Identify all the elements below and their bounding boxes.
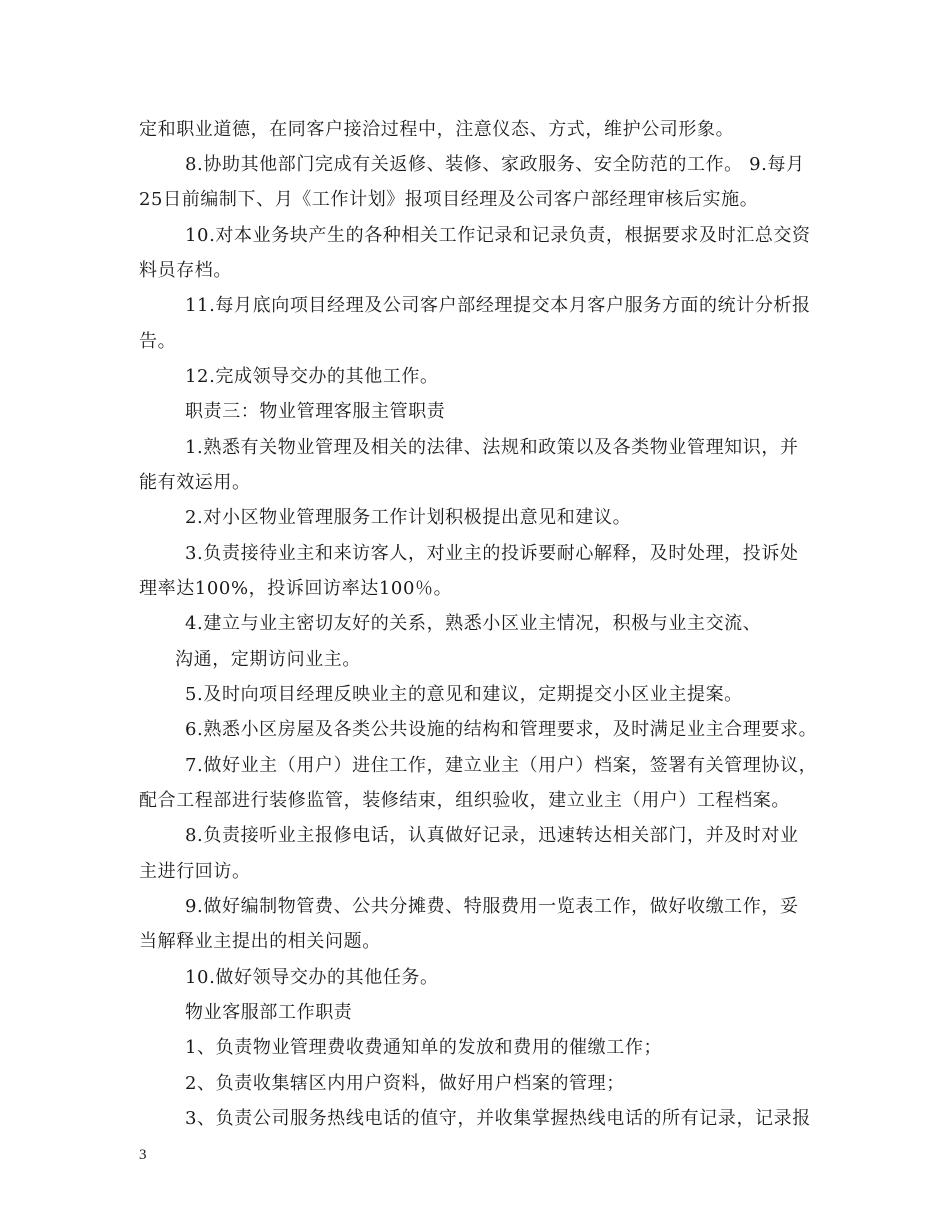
text-line: 配合工程部进行装修监管，装修结束，组织验收，建立业主（用户）工程档案。 (139, 790, 790, 811)
text-line: 7.做好业主（用户）进住工作，建立业主（用户）档案，签署有关管理协议， (185, 755, 818, 776)
text-line: 2.对小区物业管理服务工作计划积极提出意见和建议。 (185, 507, 632, 528)
page-number: 3 (139, 1147, 147, 1163)
text-line: 1.熟悉有关物业管理及相关的法律、法规和政策以及各类物业管理知识，并 (185, 437, 799, 458)
text-line: 10.对本业务块产生的各种相关工作记录和记录负责，根据要求及时汇总交资 (185, 225, 811, 246)
text-line: 沟通，定期访问业主。 (175, 649, 361, 670)
text-line: 3.负责接待业主和来访客人，对业主的投诉要耐心解释，及时处理，投诉处 (185, 543, 799, 564)
text-line: 11.每月底向项目经理及公司客户部经理提交本月客户服务方面的统计分析报 (185, 295, 811, 316)
text-line: 12.完成领导交办的其他工作。 (185, 366, 439, 387)
text-line: 主进行回访。 (139, 861, 251, 882)
text-line: 能有效运用。 (139, 472, 251, 493)
text-line: 6.熟悉小区房屋及各类公共设施的结构和管理要求，及时满足业主合理要求。 (185, 719, 818, 740)
text-line: 5.及时向项目经理反映业主的意见和建议，定期提交小区业主提案。 (185, 684, 743, 705)
section-heading: 物业客服部工作职责 (185, 1002, 353, 1023)
text-line: 理率达100%，投诉回访率达100％。 (139, 578, 453, 599)
text-line: 1、负责物业管理费收费通知单的发放和费用的催缴工作； (185, 1037, 663, 1058)
text-line: 25日前编制下、月《工作计划》报项目经理及公司客户部经理审核后实施。 (139, 189, 759, 210)
text-line: 当解释业主提出的相关问题。 (139, 931, 381, 952)
section-heading: 职责三：物业管理客服主管职责 (185, 401, 446, 422)
text-line: 3、负责公司服务热线电话的值守，并收集掌握热线电话的所有记录，记录报 (185, 1108, 811, 1129)
text-line: 定和职业道德，在同客户接洽过程中，注意仪态、方式，维护公司形象。 (139, 119, 735, 140)
text-line: 8.协助其他部门完成有关返修、装修、家政服务、安全防范的工作。 9.每月 (185, 154, 805, 175)
text-line: 4.建立与业主密切友好的关系，熟悉小区业主情况，积极与业主交流、 (185, 613, 762, 634)
text-line: 告。 (139, 331, 177, 352)
text-line: 8.负责接听业主报修电话，认真做好记录，迅速转达相关部门，并及时对业 (185, 825, 799, 846)
text-line: 9.做好编制物管费、公共分摊费、特服费用一览表工作，做好收缴工作，妥 (185, 896, 799, 917)
text-line: 料员存档。 (139, 260, 232, 281)
text-line: 10.做好领导交办的其他任务。 (185, 967, 439, 988)
text-line: 2、负责收集辖区内用户资料，做好用户档案的管理； (185, 1073, 625, 1094)
